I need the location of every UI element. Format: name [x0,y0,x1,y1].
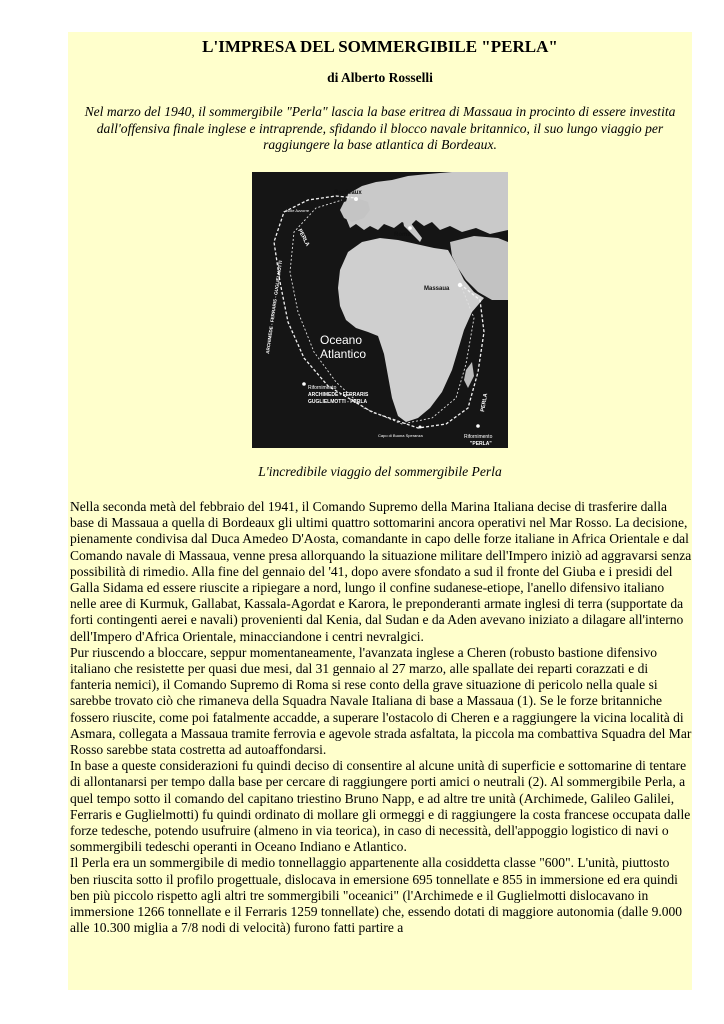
route-map-svg [252,172,508,448]
map-label-rifornimento-b1: Rifornimento [464,434,493,440]
map-label-subs-route: ARCHIMEDE - FERRARIS - GUGLIELMOTTI [265,260,284,355]
article-page [68,32,692,990]
article-body [70,499,692,936]
bordeaux-point [354,197,358,201]
author-line: di Alberto Rosselli [327,70,433,85]
route-map-image [252,172,508,448]
map-caption: L'incredibile viaggio del sommergibile Perla [258,464,502,479]
refuel-point-a [302,382,306,386]
map-label-rifornimento-a1: Rifornimento [308,385,337,391]
body-paragraph-3: In base a queste considerazioni fu quindi deciso di consentire al alcune unità di superficie e sottomarine di tentare di allontanarsi per tempo dalla base per cercare di raggiungere porti amici o neutrali (2). Al sommergibile Perla, a quel tempo sotto il comando del capitano triestino Bruno Napp, e ad altre tre unità (Archimede, Galileo Galilei, Ferraris e Guglielmotti) fu quindi ordinato di mollare gli ormeggi e di raggiungere la costa francese occupata dalle forze tedesche, potendo usufruire (almeno in via teorica), in caso di necessità, dell'appoggio logistico di navi o sommergibili tedeschi operanti in Oceano Indiano e Atlantico. [70,758,691,855]
map-label-ocean-1: Oceano [320,333,363,347]
page-title: L'IMPRESA DEL SOMMERGIBILE "PERLA" [202,37,558,56]
map-label-perla-north: PERLA [296,228,311,248]
map-label-bordeaux: Bordeaux [334,190,362,196]
intro-summary: Nel marzo del 1940, il sommergibile "Perla" lascia la base eritrea di Massaua in procinto di essere investita dall'offensiva finale inglese e intraprende, sfidando il blocco navale britannico, il suo lungo viaggio per raggiungere la base atlantica di Bordeaux. [84,104,676,152]
map-label-massaua: Massaua [424,286,450,292]
map-label-roma: Roma [394,232,411,238]
map-label-rifornimento-b2: "PERLA" [470,441,492,447]
cape-point [419,426,422,429]
map-label-rifornimento-a3: GUGLIELMOTTI - PERLA [308,399,368,405]
body-paragraph-4: Il Perla era un sommergibile di medio tonnellaggio appartenente alla cosiddetta classe "600". L'unità, piuttosto ben riuscita sotto il profilo progettuale, dislocava in emersione 695 tonnellate e 855 in immersione ed era quindi ben più piccolo rispetto agli altri tre sommergibili "oceanici" (l'Archimede e il Guglielmotti dislocavano in immersione 1266 tonnellate e il Ferraris 1259 tonnellate) che, essendo dotati di maggiore autonomia (dalle 9.000 alle 10.300 miglia a 7/8 nodi di velocità) furono fatti partire a [70,855,683,936]
body-paragraph-2: Pur riuscendo a bloccare, seppur momentaneamente, l'avanzata inglese a Cheren (robusto bastione difensivo italiano che resistette per quasi due mesi, dal 31 gennaio al 27 marzo, alle spallate dei reparti corazzati e di fanteria nemici), il Comando Supremo di Roma si rese conto della grave situazione di pericolo nella quale si sarebbe trovato ciò che rimaneva della Squadra Navale Italiana di base a Massaua (1). Se le forze britanniche fossero riuscite, come poi fatalmente accadde, a superare l'ostacolo di Cheren e a raggiungere la vicina località di Asmara, collegata a Massaua tramite ferrovia e agevole strada asfaltata, la piccola ma combattiva Squadra del Mar Rosso sarebbe stata costretta ad autoaffondarsi. [70,644,692,758]
map-label-capo: Capo di Buona Speranza [378,433,423,438]
roma-point [408,226,412,230]
map-label-rifornimento-a2: ARCHIMEDE - FERRARIS [308,392,369,398]
massaua-point [458,283,462,287]
body-paragraph-1: Nella seconda metà del febbraio del 1941, il Comando Supremo della Marina Italiana decise di trasferire dalla base di Massaua a quella di Bordeaux gli ultimi quattro sottomarini ancora operativi nel Mar Rosso. La decisione, pienamente condivisa dal Duca Amedeo D'Aosta, comandante in capo delle forze italiane in Africa Orientale e dal Comando navale di Massaua, venne presa allorquando la situazione militare dell'Impero iniziò ad aggravarsi senza possibilità di rimedio. Alla fine del gennaio del '41, dopo avere sfondato a sud il fronte del Giuba e i presidi del Galla Sidama ed essere riuscite a ripiegare a nord, lungo il confine sudanese-etiope, l'anello difensivo italiano nelle aree di Kurmuk, Gallabat, Kassala-Agordat e Karora, le preponderanti armate inglesi di terra (supportate da forti contingenti aerei e navali) provenienti dal Kenia, dal Sudan e da Aden avevano iniziato a dilagare all'interno dell'Impero d'Africa Orientale, minacciandone i centri nevralgici. [70,499,692,644]
map-label-perla-south: PERLA [480,392,490,413]
refuel-point-b [476,424,480,428]
map-label-isole-azzorre: Isole Azzorre [286,208,310,213]
map-label-ocean-2: Atlantico [320,347,367,361]
